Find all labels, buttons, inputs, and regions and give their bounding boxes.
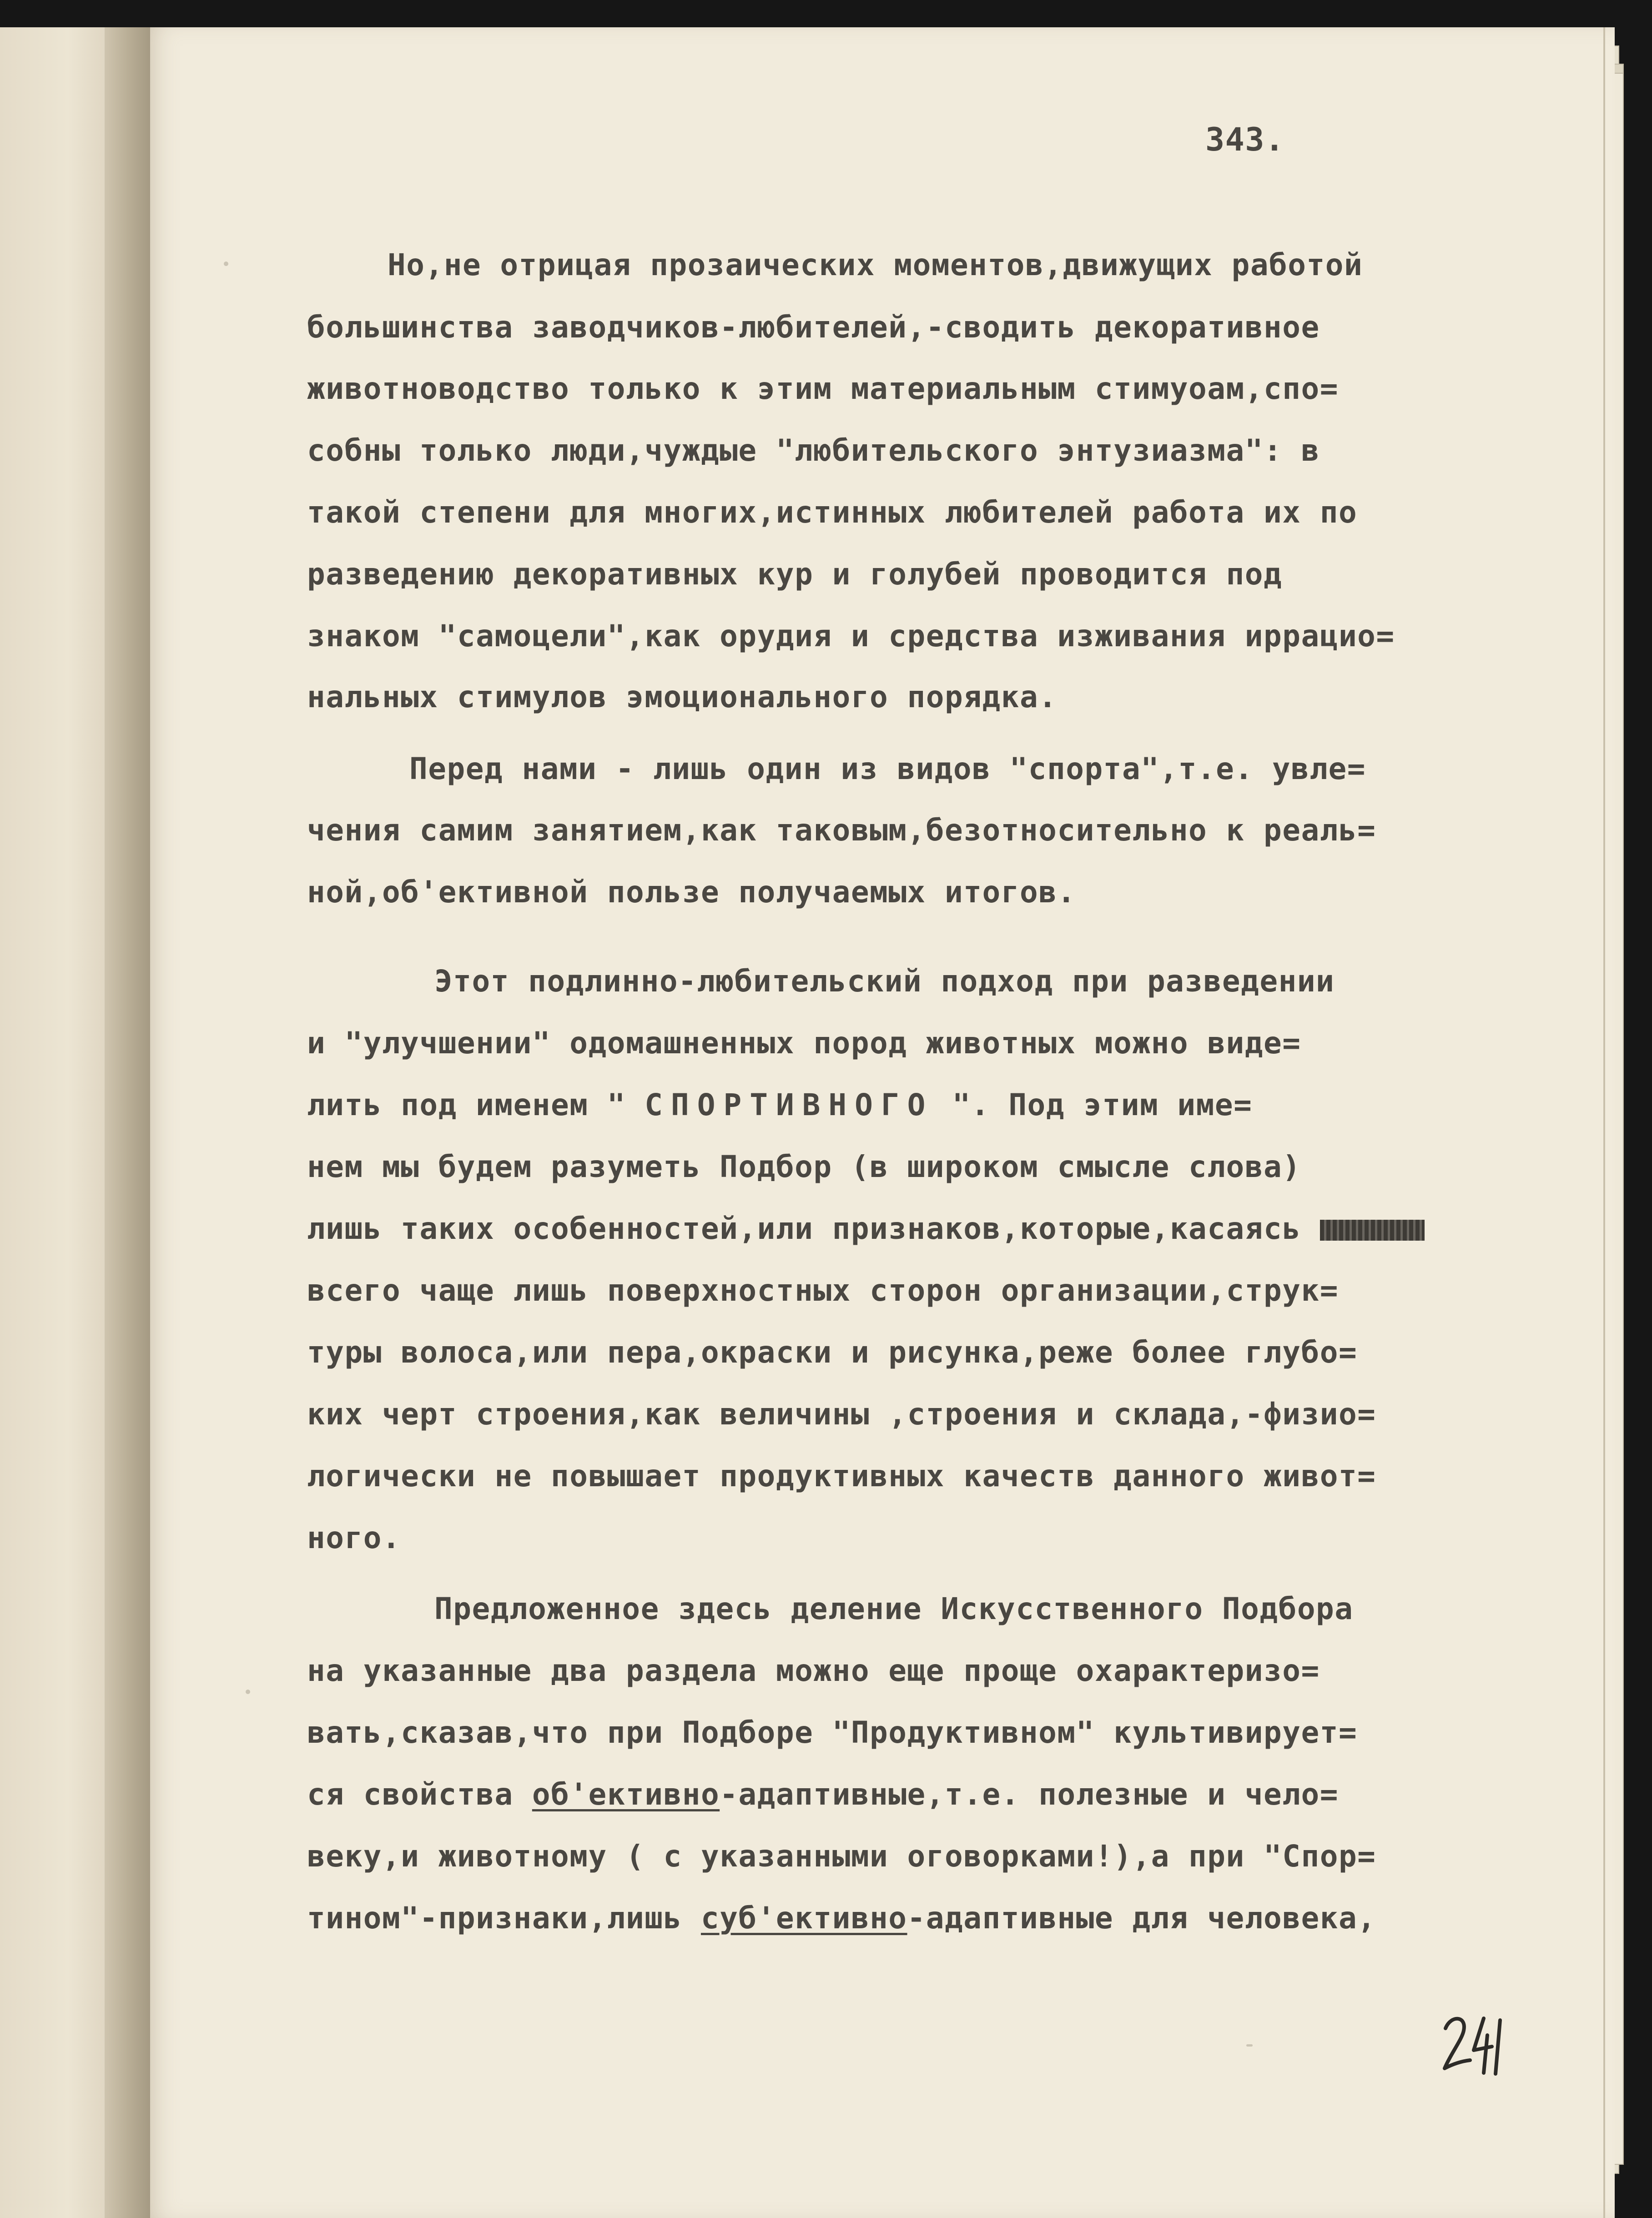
text-line: животноводство только к этим материальным стимуоам,спо= — [307, 371, 1339, 406]
text-line: собны только люди,чуждые "любительского энтузиазма": в — [307, 433, 1320, 468]
text-line — [307, 1901, 1376, 1936]
text-line: туры волоса,или пера,окраски и рисунка,реже более глубо= — [307, 1335, 1358, 1370]
text-fragment: ся свойства — [307, 1777, 532, 1812]
left-facing-page — [0, 27, 114, 2218]
text-line: ких черт строения,как величины ,строения и склада,-физио= — [307, 1397, 1376, 1432]
text-line — [307, 1211, 1425, 1246]
text-line: вать,сказав,что при Подборе "Продуктивном" культивирует= — [307, 1715, 1358, 1750]
text-line: и "улучшении" одомашненных пород животных можно виде= — [307, 1026, 1301, 1061]
emphasized-word: СПОРТИВНОГО — [645, 1087, 934, 1122]
text-line: Но,не отрицая прозаических моментов,движущих работой — [388, 247, 1363, 282]
text-fragment: ". Под этим име= — [952, 1087, 1253, 1122]
text-line — [307, 1777, 1339, 1812]
page-number: 343. — [1205, 121, 1285, 158]
text-fragment: тином"-признаки,лишь — [307, 1901, 701, 1936]
text-line: нальных стимулов эмоционального порядка. — [307, 679, 1058, 714]
ink-speck — [246, 1690, 250, 1694]
text-line: такой степени для многих,истинных любителей работа их по — [307, 495, 1358, 530]
text-fragment: -адаптивные,т.е. полезные и чело= — [720, 1777, 1339, 1812]
text-line: Перед нами - лишь один из видов "спорта",т.е. увле= — [409, 751, 1366, 786]
text-fragment: лить под именем " — [307, 1087, 626, 1122]
text-line: разведению декоративных кур и голубей проводится под — [307, 557, 1283, 592]
text-line: веку,и животному ( с указанными оговорками!),а при "Спор= — [307, 1839, 1376, 1874]
text-line: Предложенное здесь деление Искусственного Подбора — [434, 1591, 1354, 1626]
struck-out-word — [1320, 1220, 1425, 1241]
text-line — [307, 1087, 1253, 1122]
text-line: чения самим занятием,как таковым,безотносительно к реаль= — [307, 813, 1376, 848]
ink-speck — [1246, 2044, 1253, 2047]
text-line: ной,об'ективной пользе получаемых итогов. — [307, 875, 1076, 910]
text-line: логически не повышает продуктивных качеств данного живот= — [307, 1459, 1376, 1494]
text-line: на указанные два раздела можно еще проще охарактеризо= — [307, 1653, 1320, 1688]
typed-page — [150, 27, 1615, 2218]
text-line: Этот подлинно-любительский подход при разведении — [434, 964, 1335, 999]
text-fragment: лишь таких особенностей,или признаков,которые,касаясь — [307, 1211, 1301, 1246]
ink-speck — [224, 262, 228, 266]
handwritten-folio-number — [1442, 2010, 1506, 2078]
text-line: ного. — [307, 1520, 401, 1555]
text-fragment: -адаптивные для человека, — [907, 1901, 1376, 1936]
text-line: большинства заводчиков-любителей,-сводить декоративное — [307, 310, 1320, 345]
underlined-word: об'ективно — [532, 1777, 720, 1812]
underlined-word: суб'ективно — [700, 1901, 907, 1936]
page-edge — [1603, 27, 1605, 2218]
text-line: нем мы будем разуметь Подбор (в широком смысле слова) — [307, 1149, 1301, 1184]
text-line: знаком "самоцели",как орудия и средства изживания иррацио= — [307, 619, 1395, 654]
text-line: всего чаще лишь поверхностных сторон организации,струк= — [307, 1273, 1339, 1308]
